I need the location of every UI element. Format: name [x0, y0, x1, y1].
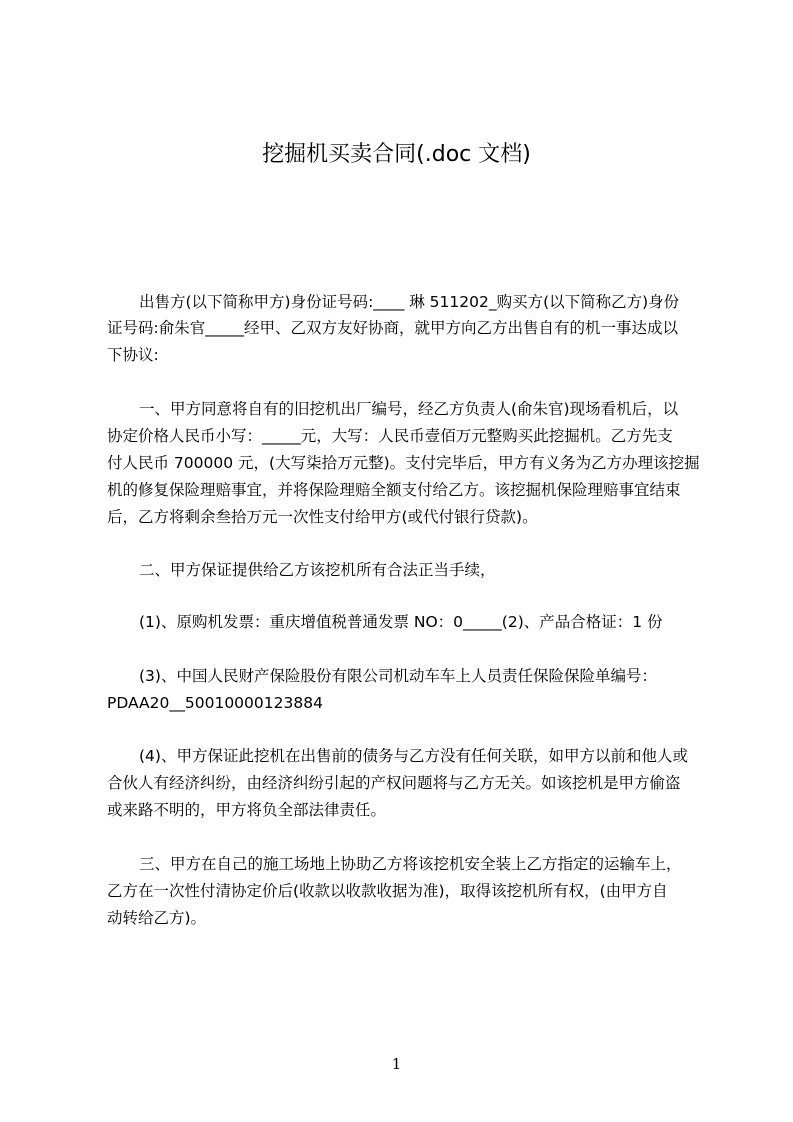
- paragraph-line: 动转给乙方)。: [107, 909, 207, 927]
- paragraph-line: (1)、原购机发票：重庆增值税普通发票 NO：0_____(2)、产品合格证：1 份: [139, 613, 663, 631]
- page-number: 1: [391, 1055, 402, 1073]
- paragraph-line: PDAA20__50010000123884: [107, 694, 323, 712]
- paragraph-line: (3)、中国人民财产保险股份有限公司机动车车上人员责任保险保险单编号：: [139, 667, 657, 685]
- paragraph-line: 出售方(以下简称甲方)身份证号码:____ 琳 511202_购买方(以下简称乙方)身份: [139, 293, 680, 311]
- document-title: 挖掘机买卖合同(.doc 文档): [262, 142, 531, 167]
- paragraph-line: 合伙人有经济纠纷，由经济纠纷引起的产权问题将与乙方无关。如该挖机是甲方偷盗: [107, 774, 681, 792]
- paragraph-line: 三、甲方在自己的施工场地上协助乙方将该挖机安全装上乙方指定的运输车上，: [139, 855, 682, 873]
- paragraph-line: 付人民币 700000 元，(大写柒拾万元整)。支付完毕后，甲方有义务为乙方办理该挖掘: [107, 454, 700, 472]
- paragraph-line: 下协议:: [107, 346, 159, 364]
- paragraph-line: 协定价格人民币小写：_____元，大写：人民币壹佰万元整购买此挖掘机。乙方先支: [107, 427, 673, 445]
- paragraph-line: 一、甲方同意将自有的旧挖机出厂编号，经乙方负责人(俞朱官)现场看机后，以: [139, 400, 679, 418]
- paragraph-line: 后，乙方将剩余叁拾万元一次性支付给甲方(或代付银行贷款)。: [107, 508, 538, 526]
- paragraph-line: (4)、甲方保证此挖机在出售前的债务与乙方没有任何关联，如甲方以前和他人或: [139, 747, 688, 765]
- paragraph-line: 乙方在一次性付清协定价后(收款以收款收据为准)，取得该挖机所有权，(由甲方自: [107, 882, 668, 900]
- paragraph-line: 机的修复保险理赔事宜，并将保险理赔全额支付给乙方。该挖掘机保险理赔事宜结束: [107, 481, 681, 499]
- paragraph-line: 证号码:俞朱官_____经甲、乙双方友好协商，就甲方向乙方出售自有的机一事达成以: [107, 319, 678, 337]
- paragraph-line: 或来路不明的，甲方将负全部法律责任。: [107, 801, 387, 819]
- paragraph-line: 二、甲方保证提供给乙方该挖机所有合法正当手续，: [139, 561, 496, 579]
